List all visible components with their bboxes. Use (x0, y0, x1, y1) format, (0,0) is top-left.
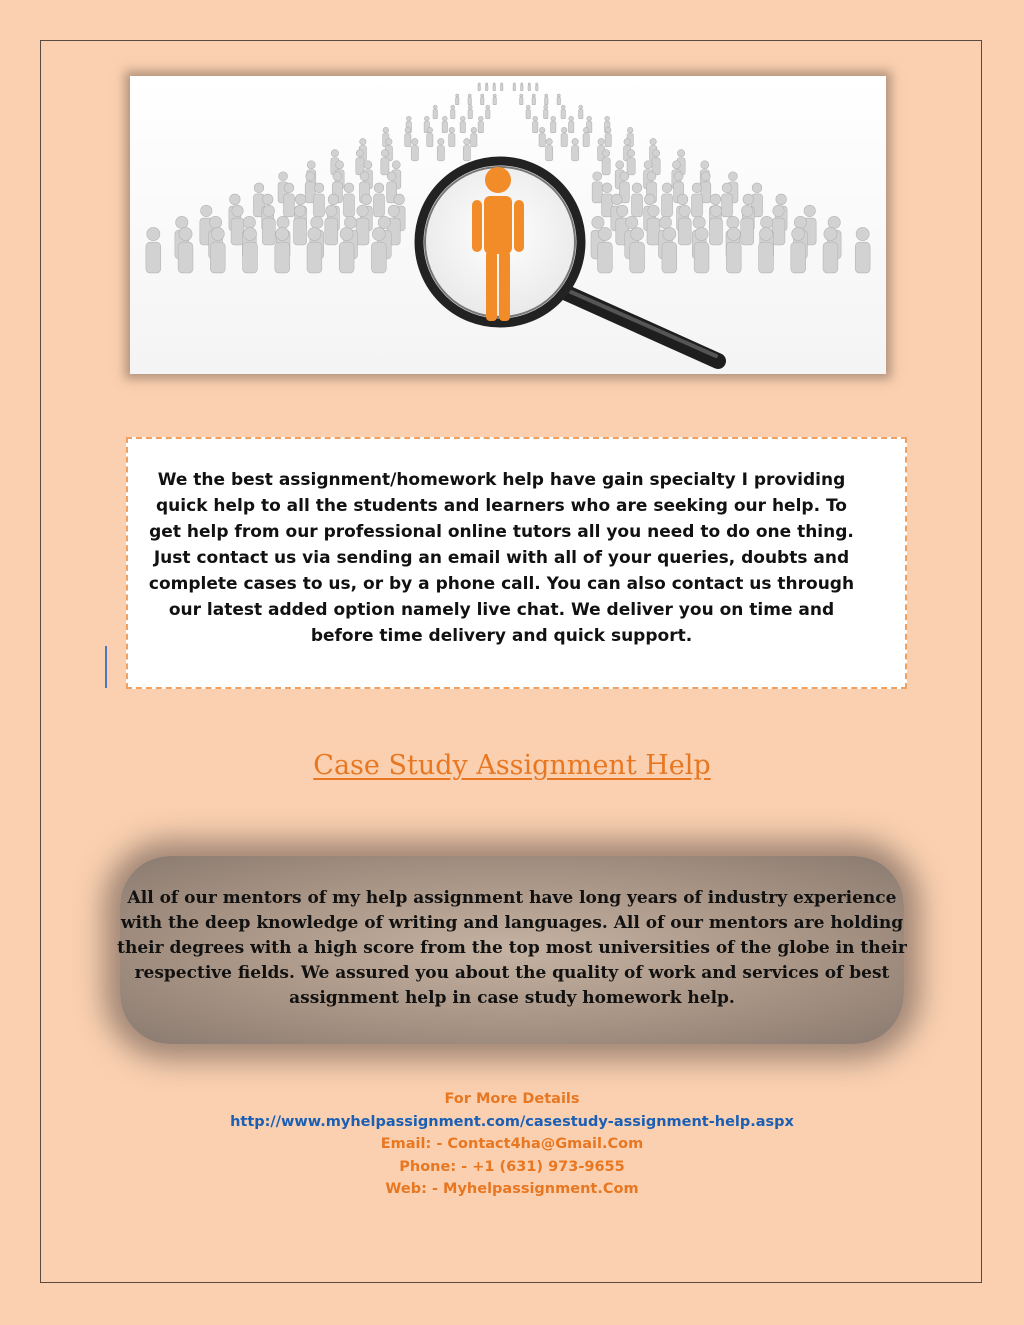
website-link[interactable]: http://www.myhelpassignment.com/casestudy-assignment-help.aspx (230, 1113, 794, 1130)
intro-line: Just contact us via sending an email with all of your queries, doubts and (153, 548, 850, 568)
contact-block (0, 1088, 1024, 1201)
section-title: Case Study Assignment Help (313, 750, 711, 781)
mentors-line: their degrees with a high score from the top most universities of the globe in their (117, 938, 907, 958)
mentors-line: with the deep knowledge of writing and languages. All of our mentors are holding (120, 913, 904, 933)
contact-email: Email: - Contact4ha@Gmail.Com (380, 1136, 644, 1152)
intro-line: quick help to all the students and learners who are seeking our help. To (156, 496, 847, 516)
intro-line: before time delivery and quick support. (310, 626, 693, 646)
text-cursor-mark (105, 646, 107, 688)
intro-line: complete cases to us, or by a phone call. You can also contact us through (148, 574, 855, 594)
intro-line: our latest added option namely live chat. We deliver you on time and (168, 600, 835, 620)
mentors-line: respective fields. We assured you about the quality of work and services of best (134, 963, 890, 983)
mentors-paragraph (0, 886, 1024, 1011)
intro-line: We the best assignment/homework help have gain specialty I providing (157, 470, 846, 490)
contact-web: Web: - Myhelpassignment.Com (385, 1181, 639, 1197)
mentors-line: All of our mentors of my help assignment have long years of industry experience (127, 888, 897, 908)
crowd-illustration (130, 76, 886, 374)
intro-paragraph (128, 467, 875, 649)
contact-heading: For More Details (444, 1091, 580, 1107)
intro-text-box (126, 437, 907, 689)
mentors-line: assignment help in case study homework help. (289, 988, 735, 1008)
hero-image (130, 76, 886, 374)
contact-phone: Phone: - +1 (631) 973-9655 (399, 1158, 625, 1175)
intro-line: get help from our professional online tutors all you need to do one thing. (149, 522, 854, 542)
